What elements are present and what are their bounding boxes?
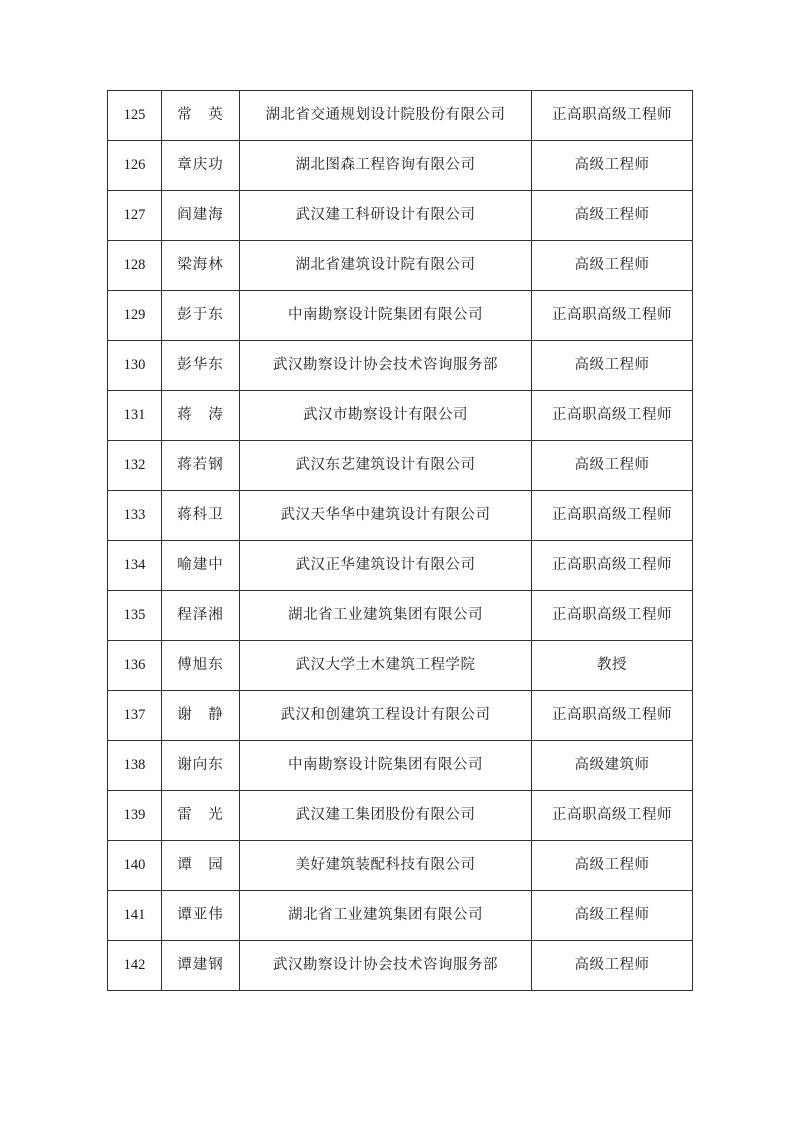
person-name-cell: 蒋科卫 xyxy=(162,491,240,541)
professional-title-cell: 正高职高级工程师 xyxy=(532,541,693,591)
professional-title-cell: 正高职高级工程师 xyxy=(532,91,693,141)
professional-title-cell: 教授 xyxy=(532,641,693,691)
professional-title-cell: 正高职高级工程师 xyxy=(532,691,693,741)
table-row xyxy=(108,191,693,241)
organization-cell: 武汉勘察设计协会技术咨询服务部 xyxy=(240,341,532,391)
table-row xyxy=(108,641,693,691)
organization-cell: 武汉和创建筑工程设计有限公司 xyxy=(240,691,532,741)
person-name-cell: 谢向东 xyxy=(162,741,240,791)
professional-title-cell: 高级工程师 xyxy=(532,941,693,991)
person-name-cell: 章庆功 xyxy=(162,141,240,191)
table-row xyxy=(108,441,693,491)
serial-number-cell: 138 xyxy=(108,741,162,791)
professional-title-cell: 高级建筑师 xyxy=(532,741,693,791)
serial-number-cell: 137 xyxy=(108,691,162,741)
organization-cell: 美好建筑装配科技有限公司 xyxy=(240,841,532,891)
serial-number-cell: 135 xyxy=(108,591,162,641)
serial-number-cell: 125 xyxy=(108,91,162,141)
person-name-cell: 蒋若钢 xyxy=(162,441,240,491)
table-row xyxy=(108,391,693,441)
serial-number-cell: 126 xyxy=(108,141,162,191)
organization-cell: 湖北省建筑设计院有限公司 xyxy=(240,241,532,291)
organization-cell: 武汉正华建筑设计有限公司 xyxy=(240,541,532,591)
serial-number-cell: 139 xyxy=(108,791,162,841)
person-name-cell: 程泽湘 xyxy=(162,591,240,641)
professional-title-cell: 正高职高级工程师 xyxy=(532,291,693,341)
organization-cell: 武汉东艺建筑设计有限公司 xyxy=(240,441,532,491)
organization-cell: 武汉勘察设计协会技术咨询服务部 xyxy=(240,941,532,991)
serial-number-cell: 131 xyxy=(108,391,162,441)
table-row xyxy=(108,541,693,591)
professional-title-cell: 正高职高级工程师 xyxy=(532,491,693,541)
roster-table-body xyxy=(108,91,693,991)
serial-number-cell: 133 xyxy=(108,491,162,541)
professional-title-cell: 高级工程师 xyxy=(532,341,693,391)
organization-cell: 武汉大学土木建筑工程学院 xyxy=(240,641,532,691)
person-name-cell: 谭 园 xyxy=(162,841,240,891)
organization-cell: 武汉市勘察设计有限公司 xyxy=(240,391,532,441)
serial-number-cell: 128 xyxy=(108,241,162,291)
table-row xyxy=(108,291,693,341)
table-row xyxy=(108,841,693,891)
organization-cell: 湖北省工业建筑集团有限公司 xyxy=(240,591,532,641)
organization-cell: 中南勘察设计院集团有限公司 xyxy=(240,291,532,341)
serial-number-cell: 142 xyxy=(108,941,162,991)
table-row xyxy=(108,141,693,191)
professional-title-cell: 高级工程师 xyxy=(532,191,693,241)
expert-roster-table xyxy=(107,90,693,991)
table-row xyxy=(108,741,693,791)
organization-cell: 武汉建工集团股份有限公司 xyxy=(240,791,532,841)
table-row xyxy=(108,691,693,741)
person-name-cell: 彭华东 xyxy=(162,341,240,391)
person-name-cell: 彭于东 xyxy=(162,291,240,341)
organization-cell: 湖北图森工程咨询有限公司 xyxy=(240,141,532,191)
table-row xyxy=(108,341,693,391)
serial-number-cell: 132 xyxy=(108,441,162,491)
serial-number-cell: 130 xyxy=(108,341,162,391)
person-name-cell: 傅旭东 xyxy=(162,641,240,691)
table-row xyxy=(108,91,693,141)
organization-cell: 湖北省工业建筑集团有限公司 xyxy=(240,891,532,941)
organization-cell: 中南勘察设计院集团有限公司 xyxy=(240,741,532,791)
person-name-cell: 谭建钢 xyxy=(162,941,240,991)
professional-title-cell: 正高职高级工程师 xyxy=(532,591,693,641)
person-name-cell: 常 英 xyxy=(162,91,240,141)
organization-cell: 湖北省交通规划设计院股份有限公司 xyxy=(240,91,532,141)
professional-title-cell: 高级工程师 xyxy=(532,841,693,891)
table-row xyxy=(108,941,693,991)
person-name-cell: 梁海林 xyxy=(162,241,240,291)
serial-number-cell: 127 xyxy=(108,191,162,241)
table-row xyxy=(108,891,693,941)
person-name-cell: 阎建海 xyxy=(162,191,240,241)
professional-title-cell: 高级工程师 xyxy=(532,241,693,291)
person-name-cell: 喻建中 xyxy=(162,541,240,591)
table-row xyxy=(108,241,693,291)
professional-title-cell: 高级工程师 xyxy=(532,891,693,941)
person-name-cell: 谢 静 xyxy=(162,691,240,741)
person-name-cell: 雷 光 xyxy=(162,791,240,841)
professional-title-cell: 高级工程师 xyxy=(532,441,693,491)
serial-number-cell: 136 xyxy=(108,641,162,691)
professional-title-cell: 正高职高级工程师 xyxy=(532,391,693,441)
table-row xyxy=(108,791,693,841)
serial-number-cell: 141 xyxy=(108,891,162,941)
serial-number-cell: 134 xyxy=(108,541,162,591)
serial-number-cell: 129 xyxy=(108,291,162,341)
organization-cell: 武汉建工科研设计有限公司 xyxy=(240,191,532,241)
person-name-cell: 蒋 涛 xyxy=(162,391,240,441)
serial-number-cell: 140 xyxy=(108,841,162,891)
professional-title-cell: 正高职高级工程师 xyxy=(532,791,693,841)
professional-title-cell: 高级工程师 xyxy=(532,141,693,191)
organization-cell: 武汉天华华中建筑设计有限公司 xyxy=(240,491,532,541)
table-row xyxy=(108,591,693,641)
person-name-cell: 谭亚伟 xyxy=(162,891,240,941)
table-row xyxy=(108,491,693,541)
